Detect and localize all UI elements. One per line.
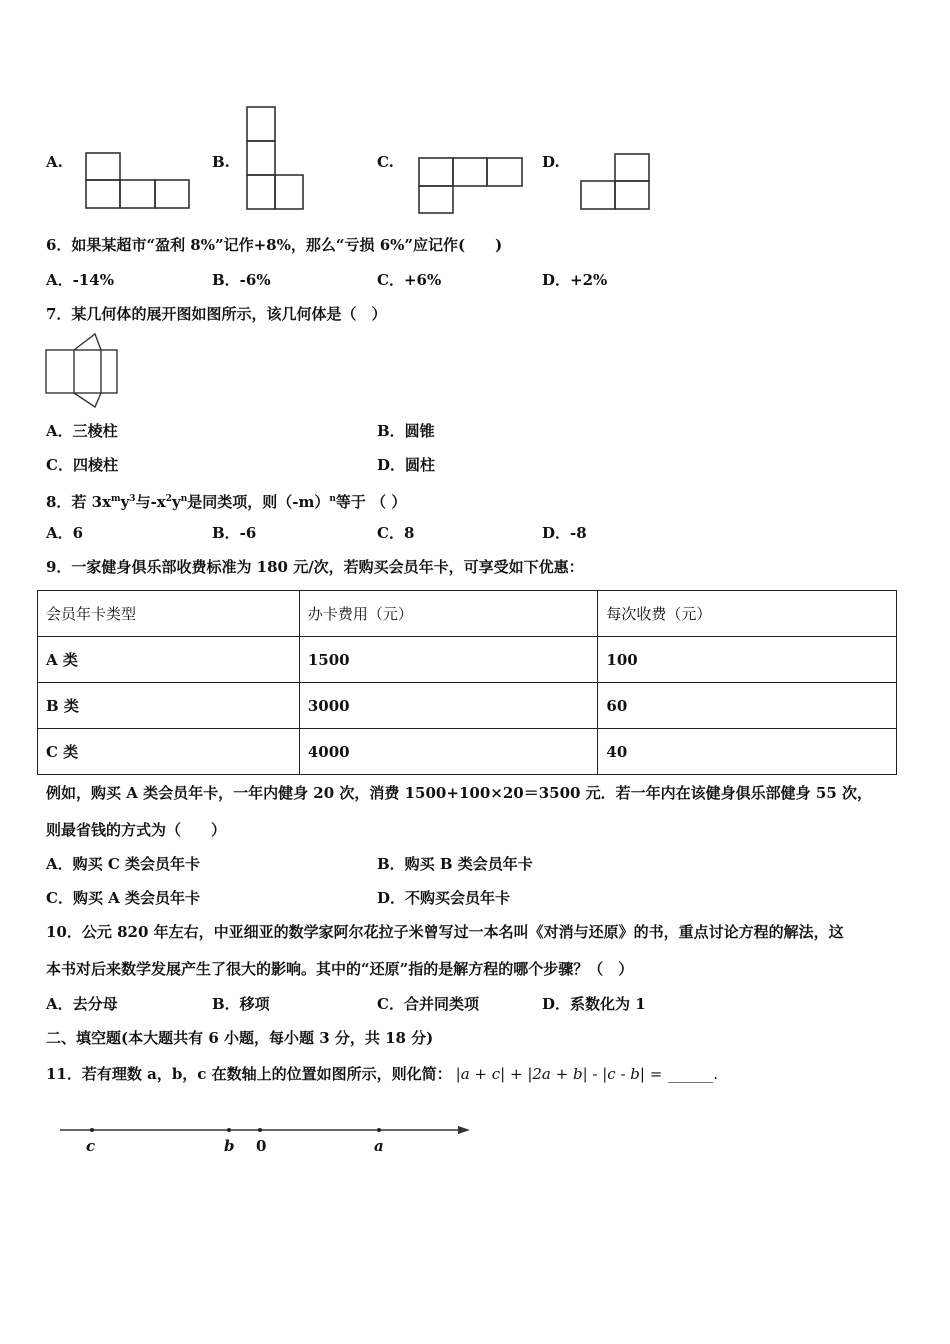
table-cell: 1500	[299, 637, 598, 683]
table-cell: A 类	[38, 637, 300, 683]
q8-option-b: B．-6	[212, 524, 257, 542]
q11-number-line	[60, 1126, 470, 1134]
table-cell: 100	[598, 637, 897, 683]
q6-stem: 6．如果某超市“盈利 8%”记作+8%，那么“亏损 6%”应记作( )	[46, 236, 503, 254]
q5-figure-c	[419, 158, 522, 213]
q8-option-c: C．8	[377, 524, 415, 542]
table-cell: 4000	[299, 729, 598, 775]
q6-option-a: A．-14%	[46, 271, 114, 289]
q9-fee-table	[37, 590, 897, 775]
q5-figure-b	[247, 107, 303, 209]
q10-option-c: C．合并同类项	[377, 995, 479, 1013]
q5-figure-d	[581, 154, 649, 209]
q11-stem: 11．若有理数 a，b，c 在数轴上的位置如图所示，则化简：	[46, 1065, 452, 1083]
number-line-label-c: c	[86, 1137, 96, 1155]
q5-option-c: C.	[377, 153, 394, 171]
q9-option-b: B．购买 B 类会员年卡	[377, 855, 533, 873]
table-cell: 60	[598, 683, 897, 729]
q6-option-d: D．+2%	[542, 271, 608, 289]
number-line-label-zero: 0	[256, 1137, 267, 1155]
q9-example-line: 例如，购买 A 类会员年卡，一年内健身 20 次，消费 1500+100×20＝3500 元．若一年内在该健身俱乐部健身 55 次，	[46, 784, 872, 802]
q5-option-a: A.	[46, 153, 63, 171]
section-2-heading: 二、填空题(本大题共有 6 小题，每小题 3 分，共 18 分)	[46, 1029, 434, 1047]
q9-option-c: C．购买 A 类会员年卡	[46, 889, 201, 907]
q7-stem: 7．某几何体的展开图如图所示，该几何体是（ ）	[46, 305, 387, 323]
table-row	[38, 729, 897, 775]
q7-option-c: C．四棱柱	[46, 456, 118, 474]
q8-stem: 8．若 $3x^my^3$与$-x^2y^n$是同类项，则$(-m)^n$等于 （ ）	[46, 493, 407, 511]
q11-answer-blank[interactable]: ______.	[668, 1065, 719, 1083]
q10-stem-line1: 10．公元 820 年左右，中亚细亚的数学家阿尔花拉子米曾写过一本名叫《对消与还原》的书，重点讨论方程的解法，这	[46, 923, 844, 941]
table-header: 办卡费用（元）	[299, 591, 598, 637]
table-header-row	[38, 591, 897, 637]
q9-option-d: D．不购买会员年卡	[377, 889, 511, 907]
table-cell: C 类	[38, 729, 300, 775]
q11-line	[46, 1062, 718, 1086]
q7-prism-net	[46, 334, 117, 407]
table-header: 会员年卡类型	[38, 591, 300, 637]
q10-stem-line2: 本书对后来数学发展产生了很大的影响。其中的“还原”指的是解方程的哪个步骤？（ ）	[46, 960, 634, 978]
q5-figure-a	[86, 153, 189, 208]
number-line-label-a: a	[374, 1137, 384, 1155]
q7-option-b: B．圆锥	[377, 422, 435, 440]
q8-option-a: A．6	[46, 524, 84, 542]
q10-option-a: A．去分母	[46, 995, 118, 1013]
table-cell: B 类	[38, 683, 300, 729]
q6-option-c: C．+6%	[377, 271, 442, 289]
q11-expression: |a + c| + |2a + b| - |c - b| =	[455, 1065, 663, 1083]
q5-option-b: B.	[212, 153, 230, 171]
q9-question-line: 则最省钱的方式为（ ）	[46, 821, 227, 839]
q9-option-a: A．购买 C 类会员年卡	[46, 855, 201, 873]
q5-option-d: D.	[542, 153, 560, 171]
table-header: 每次收费（元）	[598, 591, 897, 637]
number-line-label-b: b	[224, 1137, 235, 1155]
q6-option-b: B．-6%	[212, 271, 271, 289]
q7-option-d: D．圆柱	[377, 456, 436, 474]
q9-stem: 9．一家健身俱乐部收费标准为 180 元/次，若购买会员年卡，可享受如下优惠：	[46, 558, 584, 576]
q8-option-d: D．-8	[542, 524, 587, 542]
q7-option-a: A．三棱柱	[46, 422, 118, 440]
table-row	[38, 683, 897, 729]
table-cell: 3000	[299, 683, 598, 729]
table-row	[38, 637, 897, 683]
q10-option-b: B．移项	[212, 995, 270, 1013]
table-cell: 40	[598, 729, 897, 775]
q10-option-d: D．系数化为 1	[542, 995, 646, 1013]
